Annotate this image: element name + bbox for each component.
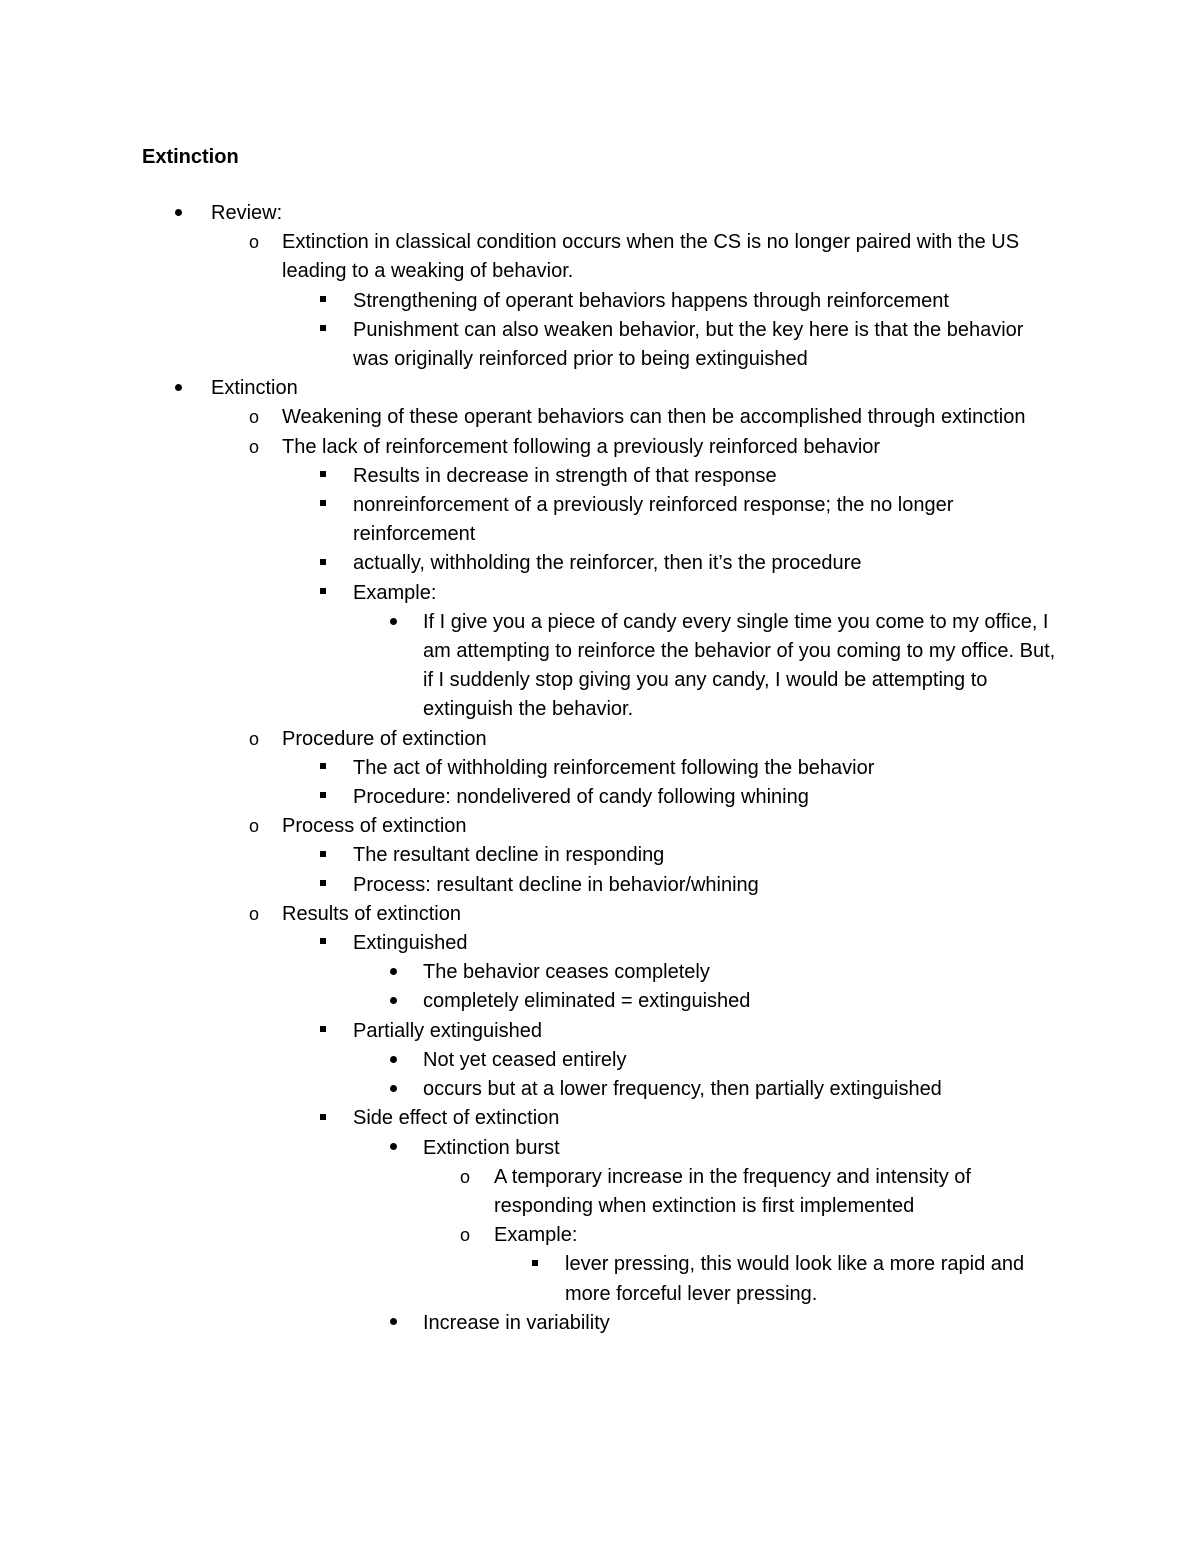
list-item [0,228,1200,286]
list-item [0,1046,1200,1075]
list-item-text: The resultant decline in responding [353,844,665,867]
list-item-text: The behavior ceases completely [423,961,710,984]
bullet-square-icon [313,1104,333,1133]
bullet-circle-icon [455,1221,475,1250]
bullet-square-icon [313,491,333,520]
list-item-text: Review: [211,202,283,224]
bullet-square-icon [313,287,333,316]
list-item [0,1017,1200,1046]
bullet-dot-icon [383,608,403,637]
list-item-text: actually, withholding the reinforcer, then it’s the procedure [353,552,862,575]
document-title: Extinction [142,146,239,168]
list-item-text: Procedure of extinction [282,727,487,750]
list-item-text: Weakening of these operant behaviors can then be accomplished through extinction [282,406,1026,429]
bullet-dot-icon [168,199,188,228]
bullet-dot-icon [383,987,403,1016]
bullet-square-icon [313,754,333,783]
list-item [0,871,1200,900]
list-item [0,812,1200,841]
list-item-text: If I give you a piece of candy every single time you come to my office, I am attempting to reinforce the behavior of you coming to my office. But, if I suddenly stop giving you any candy, I would be attempting to extinguish the behavior. [423,610,1056,721]
bullet-circle-icon [244,403,264,432]
list-item [0,754,1200,783]
bullet-circle-icon [244,725,264,754]
list-item-text: Results of extinction [282,902,461,925]
list-item [0,287,1200,316]
list-item [0,1309,1200,1338]
list-item-text: Extinction [211,377,298,400]
list-item [0,900,1200,929]
list-item-text: Strengthening of operant behaviors happens through reinforcement [353,289,949,312]
list-item-text: nonreinforcement of a previously reinforced response; the no longer reinforcement [353,494,954,546]
bullet-square-icon [313,316,333,345]
list-item-text: The lack of reinforcement following a previously reinforced behavior [282,435,881,458]
list-item [0,841,1200,870]
bullet-dot-icon [168,374,188,403]
list-item-text: Example: [494,1224,578,1247]
list-item-text: completely eliminated = extinguished [423,990,751,1013]
bullet-circle-icon [244,433,264,462]
list-item-text: Process of extinction [282,815,467,838]
list-item [0,374,1200,403]
list-item [0,462,1200,491]
list-item-text: Partially extinguished [353,1019,542,1042]
bullet-square-icon [313,1017,333,1046]
list-item [0,1075,1200,1104]
bullet-dot-icon [383,958,403,987]
list-item-text: Results in decrease in strength of that response [353,464,777,487]
list-item-text: Punishment can also weaken behavior, but the key here is that the behavior was originally reinforced prior to being extinguished [353,318,1024,371]
list-item-text: Extinction burst [423,1136,560,1159]
bullet-square-icon [313,929,333,958]
bullet-square-icon [313,871,333,900]
bullet-square-icon [525,1250,545,1279]
bullet-square-icon [313,841,333,870]
list-item-text: Extinction in classical condition occurs when the CS is no longer paired with the US leading to a weaking of behavior. [282,231,1020,283]
bullet-square-icon [313,549,333,578]
bullet-outline [0,199,1200,1338]
list-item-text: The act of withholding reinforcement following the behavior [353,756,875,779]
list-item-text: A temporary increase in the frequency and intensity of responding when extinction is first implemented [494,1165,971,1217]
list-item [0,199,1200,228]
list-item [0,608,1200,725]
list-item [0,579,1200,608]
list-item [0,403,1200,432]
list-item [0,929,1200,958]
list-item [0,958,1200,987]
list-item [0,1221,1200,1250]
bullet-dot-icon [383,1075,403,1104]
bullet-circle-icon [244,228,264,257]
bullet-circle-icon [244,812,264,841]
list-item-text: Procedure: nondelivered of candy following whining [353,786,809,809]
list-item [0,433,1200,462]
list-item [0,1163,1200,1221]
list-item [0,549,1200,578]
list-item [0,1104,1200,1133]
bullet-square-icon [313,579,333,608]
list-item-text: lever pressing, this would look like a more rapid and more forceful lever pressing. [565,1253,1025,1305]
list-item [0,316,1200,374]
list-item-text: Extinguished [353,932,468,955]
bullet-square-icon [313,783,333,812]
list-item-text: Process: resultant decline in behavior/whining [353,873,759,896]
list-item [0,987,1200,1016]
list-item [0,491,1200,549]
list-item-text: Example: [353,581,437,604]
list-item-text: Side effect of extinction [353,1107,560,1130]
list-item-text: Increase in variability [423,1311,610,1334]
list-item [0,1250,1200,1308]
bullet-dot-icon [383,1134,403,1163]
bullet-circle-icon [244,900,264,929]
bullet-dot-icon [383,1309,403,1338]
list-item [0,1134,1200,1163]
list-item [0,725,1200,754]
list-item-text: occurs but at a lower frequency, then partially extinguished [423,1078,942,1101]
bullet-dot-icon [383,1046,403,1075]
list-item-text: Not yet ceased entirely [423,1048,627,1071]
bullet-circle-icon [455,1163,475,1192]
bullet-square-icon [313,462,333,491]
list-item [0,783,1200,812]
